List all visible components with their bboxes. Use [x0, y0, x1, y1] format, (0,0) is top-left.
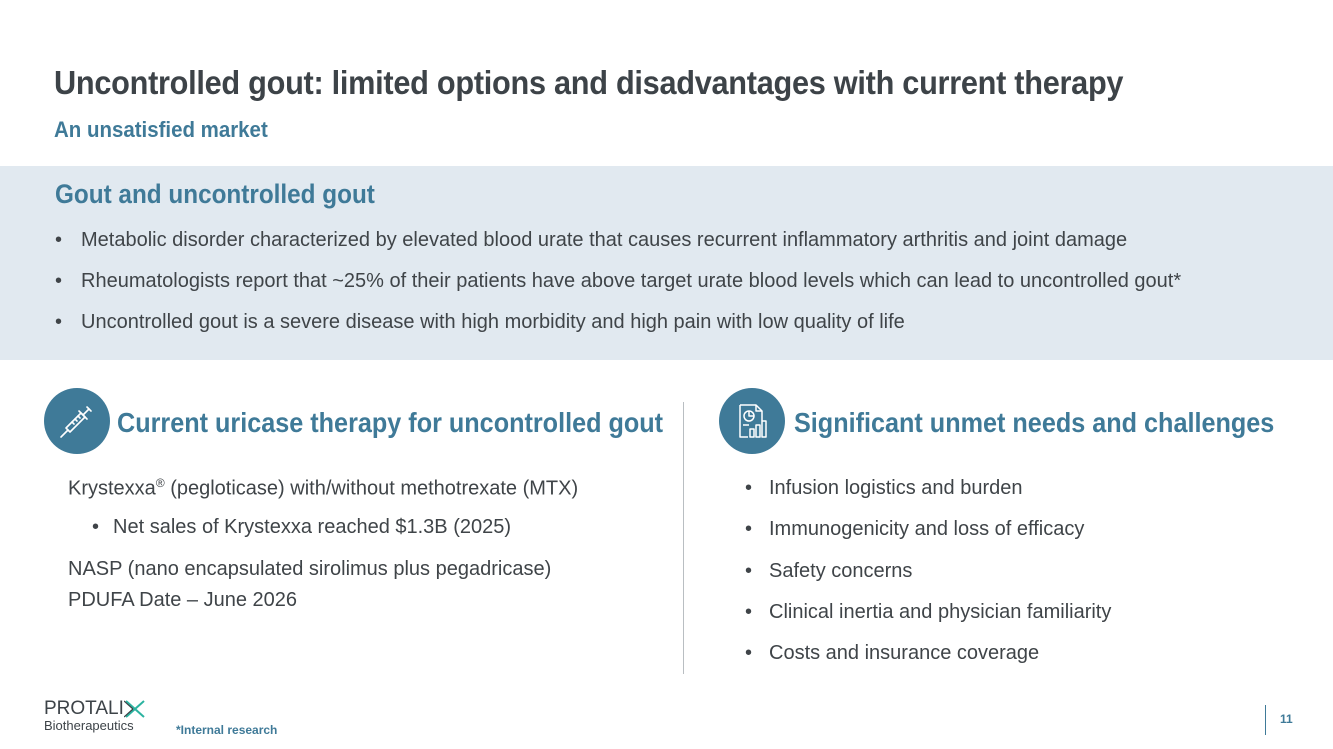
bullet: •: [92, 516, 100, 538]
list-item-text: Infusion logistics and burden: [769, 477, 1023, 499]
list-item: [745, 598, 1111, 639]
list-item-text: Immunogenicity and loss of efficacy: [769, 518, 1085, 541]
company-logo: [44, 699, 146, 733]
page-number: 11: [1280, 712, 1293, 726]
logo-x-mark: [124, 700, 146, 718]
registered-mark: ®: [155, 476, 165, 490]
list-item: [745, 515, 1111, 556]
list-item: [55, 307, 1181, 348]
list-item-text: Rheumatologists report that ~25% of their patients have above target urate blood levels which can lead to uncontrolled gout*: [81, 270, 1182, 292]
bullet: •: [745, 559, 753, 582]
list-item: [745, 474, 1111, 515]
logo-subtext: Biotherapeutics: [44, 718, 134, 733]
bullet: •: [745, 600, 753, 623]
footnote: *Internal research: [176, 723, 278, 737]
logo-text: PROTALI: [44, 698, 124, 719]
column-divider: [683, 402, 684, 674]
list-item-text: Costs and insurance coverage: [769, 642, 1040, 665]
right-column-heading: Significant unmet needs and challenges: [794, 407, 1275, 438]
bullet: •: [55, 270, 63, 292]
list-item-text: Clinical inertia and physician familiarity: [769, 600, 1112, 623]
list-item-text: Metabolic disorder characterized by elevated blood urate that causes recurrent inflammatory arthritis and joint damage: [81, 229, 1128, 251]
report-chart-icon: [719, 388, 785, 454]
krystexxa-sales-item: [92, 516, 511, 539]
krystexxa-name: Krystexxa: [68, 477, 156, 500]
list-item: [745, 639, 1111, 680]
logo-wordmark: [44, 699, 146, 719]
bullet: •: [55, 311, 63, 333]
bullet: •: [745, 477, 753, 499]
krystexxa-description: (pegloticase) with/without methotrexate (MTX): [164, 477, 579, 500]
list-item-text: Uncontrolled gout is a severe disease with high morbidity and high pain with low quality of life: [81, 311, 905, 333]
bullet: •: [745, 518, 753, 541]
list-item: [55, 266, 1181, 307]
unmet-needs-list: [745, 474, 1111, 680]
krystexxa-line: [68, 476, 578, 501]
bullet: •: [55, 229, 63, 251]
sales-text: Net sales of Krystexxa reached $1.3B (2025): [113, 516, 512, 538]
overview-heading: Gout and uncontrolled gout: [55, 179, 375, 209]
pdufa-line: PDUFA Date – June 2026: [68, 589, 298, 611]
page-number-rule: [1265, 705, 1266, 735]
nasp-line: NASP (nano encapsulated sirolimus plus pegadricase): [68, 558, 552, 580]
slide-subtitle: An unsatisfied market: [54, 117, 268, 142]
list-item-text: Safety concerns: [769, 559, 913, 582]
list-item: [55, 225, 1181, 266]
list-item: [745, 557, 1111, 598]
left-column-heading: Current uricase therapy for uncontrolled gout: [117, 407, 664, 438]
syringe-icon: [44, 388, 110, 454]
slide-title: Uncontrolled gout: limited options and disadvantages with current therapy: [54, 64, 1124, 101]
overview-list: [55, 225, 1181, 348]
bullet: •: [745, 642, 753, 665]
